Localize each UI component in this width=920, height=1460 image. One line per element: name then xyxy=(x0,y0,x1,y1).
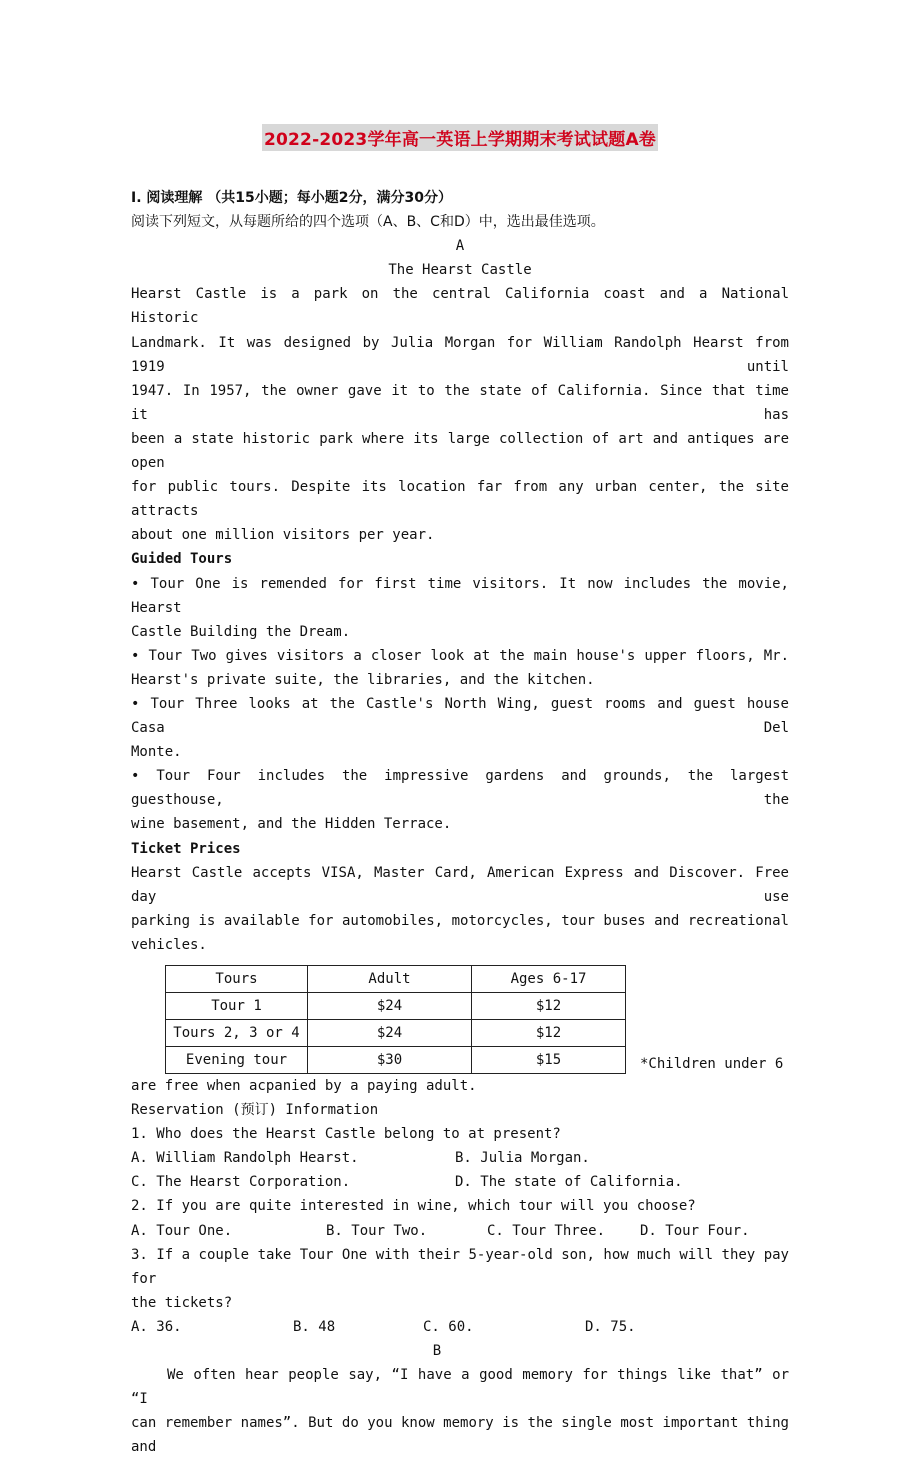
price-table xyxy=(165,965,626,1074)
intro-line: 1947. In 1957, the owner gave it to the state of California. Since that time it has xyxy=(131,382,789,423)
guided-tours-heading: Guided Tours xyxy=(131,551,233,568)
answer-option: D. 75. xyxy=(585,1318,636,1335)
table-cell: $15 xyxy=(472,1047,626,1074)
answer-options xyxy=(131,1315,789,1339)
passage-b-letter: B xyxy=(432,1343,442,1360)
intro-line: for public tours. Despite its location far from any urban center, the site attracts xyxy=(131,479,789,520)
table-cell: $12 xyxy=(472,993,626,1020)
reservation-heading: Reservation (预订) Information xyxy=(131,1102,379,1119)
tour-line: wine basement, and the Hidden Terrace. xyxy=(131,816,452,833)
tour-line: • Tour One is remended for first time visitors. It now includes the movie, Hearst xyxy=(131,575,789,616)
question-stem: 2. If you are quite interested in wine, which tour will you choose? xyxy=(131,1198,696,1215)
answer-option: B. Tour Two. xyxy=(326,1222,428,1239)
ticket-line: vehicles. xyxy=(131,936,207,953)
table-row xyxy=(166,1020,626,1047)
table-row xyxy=(166,993,626,1020)
ticket-line: Hearst Castle accepts VISA, Master Card, American Express and Discover. Free day use xyxy=(131,864,789,905)
table-cell: $24 xyxy=(308,993,472,1020)
price-table-row xyxy=(131,957,789,1074)
answer-option: D. The state of California. xyxy=(455,1174,683,1191)
exam-title: 2022-2023学年高一英语上学期期末考试试题A卷 xyxy=(0,124,920,151)
tour-line: Castle Building the Dream. xyxy=(131,623,351,640)
answer-option: B. Julia Morgan. xyxy=(455,1150,590,1167)
answer-option: A. Tour One. xyxy=(131,1222,233,1239)
answer-options xyxy=(131,1146,789,1170)
section-heading: I. 阅读理解 （共15小题；每小题2分，满分30分） xyxy=(131,190,452,206)
document-body xyxy=(131,186,789,1460)
answer-option: A. 36. xyxy=(131,1318,182,1335)
table-header: Tours xyxy=(166,966,308,993)
question-stem: 1. Who does the Hearst Castle belong to at present? xyxy=(131,1126,561,1143)
answer-option: B. 48 xyxy=(293,1318,336,1335)
table-cell: $12 xyxy=(472,1020,626,1047)
question-stem: 3. If a couple take Tour One with their 5-year-old son, how much will they pay for xyxy=(131,1246,789,1287)
table-header: Ages 6-17 xyxy=(472,966,626,993)
answer-options xyxy=(131,1170,789,1194)
children-note: *Children under 6 xyxy=(640,1055,784,1072)
tour-line: • Tour Three looks at the Castle's North Wing, guest rooms and guest house Casa Del xyxy=(131,695,789,737)
section-instruction: 阅读下列短文，从每题所给的四个选项（A、B、C和D）中，选出最佳选项。 xyxy=(131,214,605,231)
tour-line: • Tour Two gives visitors a closer look at the main house's upper floors, Mr. xyxy=(131,647,789,664)
table-cell: Evening tour xyxy=(166,1047,308,1074)
passage-a-letter: A xyxy=(455,238,465,255)
intro-line: Landmark. It was designed by Julia Morgan for William Randolph Hearst from 1919 until xyxy=(131,334,789,375)
answer-option: C. 60. xyxy=(423,1318,474,1335)
table-cell: Tours 2, 3 or 4 xyxy=(166,1020,308,1047)
question-stem: the tickets? xyxy=(131,1294,233,1311)
answer-options xyxy=(131,1219,789,1243)
table-header-row xyxy=(166,966,626,993)
tour-line: • Tour Four includes the impressive gardens and grounds, the largest guesthouse, the xyxy=(131,768,789,809)
passage-b-line: can remember names”. But do you know memory is the single most important thing and xyxy=(131,1415,789,1456)
table-header: Adult xyxy=(308,966,472,993)
answer-option: A. William Randolph Hearst. xyxy=(131,1150,359,1167)
passage-a-title: The Hearst Castle xyxy=(388,262,532,279)
table-cell: Tour 1 xyxy=(166,993,308,1020)
intro-line: Hearst Castle is a park on the central California coast and a National Historic xyxy=(131,286,789,327)
answer-option: C. Tour Three. xyxy=(487,1222,606,1239)
children-note-end: are free when acpanied by a paying adult. xyxy=(131,1078,477,1094)
ticket-prices-heading: Ticket Prices xyxy=(131,840,241,857)
table-cell: $24 xyxy=(308,1020,472,1047)
passage-b-line: We often hear people say, “I have a good memory for things like that” or “I xyxy=(131,1367,789,1408)
table-cell: $30 xyxy=(308,1047,472,1074)
tour-line: Monte. xyxy=(131,744,182,761)
table-row xyxy=(166,1047,626,1074)
intro-line: about one million visitors per year. xyxy=(131,527,435,544)
answer-option: C. The Hearst Corporation. xyxy=(131,1174,351,1191)
intro-line: been a state historic park where its large collection of art and antiques are open xyxy=(131,430,789,472)
answer-option: D. Tour Four. xyxy=(640,1222,750,1239)
tour-line: Hearst's private suite, the libraries, and the kitchen. xyxy=(131,671,595,688)
ticket-line: parking is available for automobiles, motorcycles, tour buses and recreational xyxy=(131,912,789,929)
